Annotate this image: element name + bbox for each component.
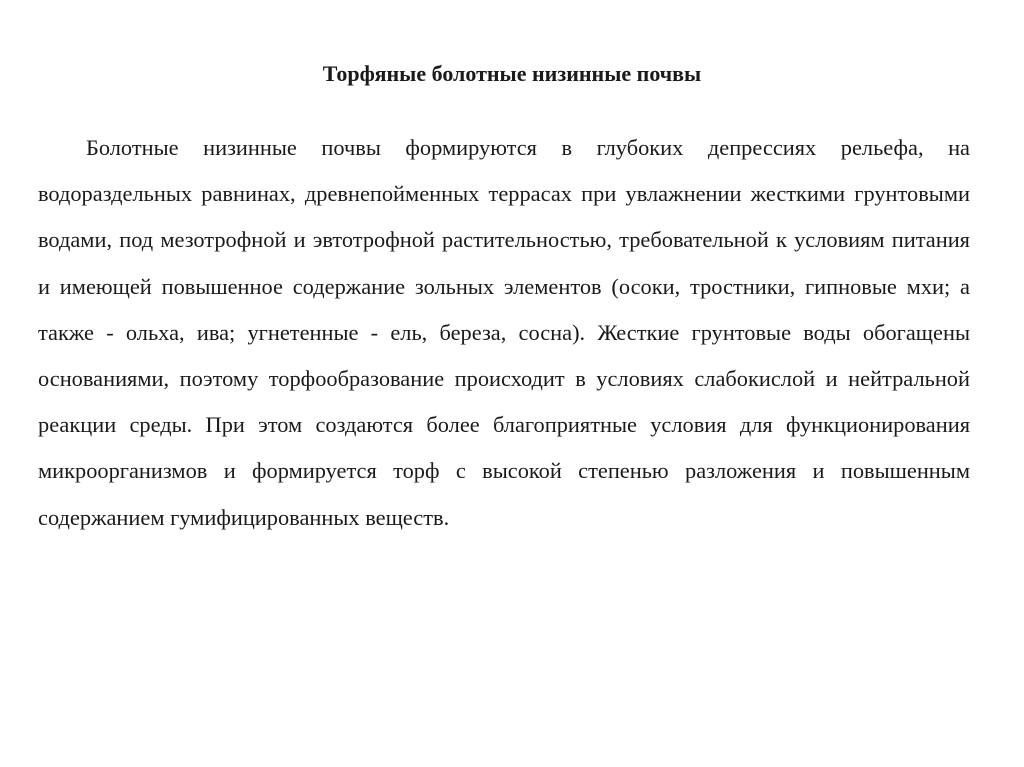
page-title: Торфяные болотные низинные почвы xyxy=(322,61,702,86)
body-paragraph: Болотные низинные почвы формируются в глубоких депрессиях рельефа, на водораздельных равнинах, древнепойменных террасах при увлажнении жесткими грунтовыми водами, под мезотрофной и эвтотрофной растительностью, требовательной к условиям питания и имеющей повышенное содержание зольных элементов (осоки, тростники, гипновые мхи; а также - ольха, ива; угнетенные - ель, береза, сосна). Жесткие грунтовые воды обогащены основаниями, поэтому торфообразование происходит в условиях слабокислой и нейтральной реакции среды. При этом создаются более благоприятные условия для функционирования микроорганизмов и формируется торф с высокой степенью разложения и повышенным содержанием гумифицированных веществ. xyxy=(38,135,970,530)
